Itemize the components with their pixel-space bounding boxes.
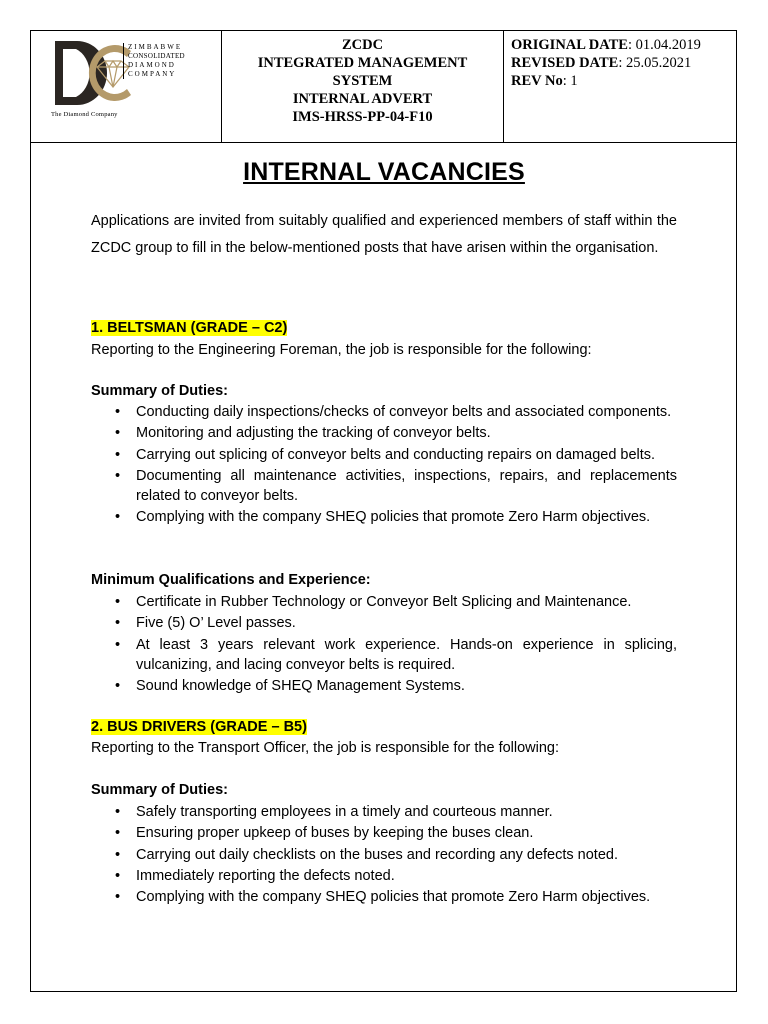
position-2-reporting: Reporting to the Transport Officer, the job is responsible for the following: bbox=[91, 740, 560, 756]
bullet-icon: • bbox=[115, 446, 121, 463]
bullet-icon: • bbox=[115, 867, 121, 884]
header-meta-cell bbox=[504, 31, 737, 142]
list-item-text: Safely transporting employees in a timely and courteous manner. bbox=[136, 804, 553, 820]
document-header bbox=[31, 31, 736, 142]
header-title-cell bbox=[222, 31, 504, 142]
bullet-icon: • bbox=[115, 615, 121, 632]
list-item bbox=[91, 445, 677, 465]
list-item bbox=[91, 887, 677, 907]
bullet-icon: • bbox=[115, 594, 121, 610]
header-title-line: INTERNAL ADVERT bbox=[292, 91, 433, 107]
rev-value: : 1 bbox=[562, 73, 578, 89]
rev-label: REV No bbox=[511, 73, 563, 89]
bullet-icon: • bbox=[115, 825, 121, 842]
list-item bbox=[91, 635, 677, 675]
logo-line-1: ZIMBABWE bbox=[128, 43, 183, 51]
position-2-duties-label: Summary of Duties: bbox=[91, 782, 228, 798]
logo-line-3: DIAMOND bbox=[128, 61, 176, 69]
position-1-quals-label: Minimum Qualifications and Experience: bbox=[91, 572, 371, 588]
position-1-reporting: Reporting to the Engineering Foreman, the job is responsible for the following: bbox=[91, 342, 592, 358]
list-item-text: Certificate in Rubber Technology or Conveyor Belt Splicing and Maintenance. bbox=[136, 594, 632, 610]
list-item-text: Complying with the company SHEQ policies that promote Zero Harm objectives. bbox=[136, 889, 651, 906]
list-item-text: Sound knowledge of SHEQ Management Systems. bbox=[136, 677, 465, 694]
bullet-icon: • bbox=[115, 509, 121, 526]
list-item bbox=[91, 845, 677, 865]
logo-line-4: COMPANY bbox=[128, 70, 177, 78]
page-title: INTERNAL VACANCIES bbox=[243, 158, 525, 186]
position-2-heading bbox=[91, 718, 307, 736]
list-item bbox=[91, 507, 677, 527]
logo-tagline: The Diamond Company bbox=[51, 111, 118, 118]
position-1-heading bbox=[91, 319, 287, 337]
logo-cell bbox=[31, 31, 222, 142]
position-2-duties-list bbox=[91, 802, 677, 908]
position-1-duties-label: Summary of Duties: bbox=[91, 383, 228, 399]
list-item-text: Carrying out daily checklists on the buses and recording any defects noted. bbox=[136, 846, 618, 863]
header-title-line: IMS-HRSS-PP-04-F10 bbox=[292, 109, 433, 125]
position-2-heading-text: 2. BUS DRIVERS (GRADE – B5) bbox=[91, 719, 307, 735]
bullet-icon: • bbox=[115, 677, 121, 694]
list-item bbox=[91, 592, 677, 612]
original-date-label: ORIGINAL DATE bbox=[511, 37, 628, 53]
logo-line-2: CONSOLIDATED bbox=[128, 52, 185, 60]
revised-date-value: : 25.05.2021 bbox=[618, 55, 692, 71]
list-item bbox=[91, 613, 677, 633]
list-item-text: Five (5) O’ Level passes. bbox=[136, 615, 296, 632]
list-item bbox=[91, 402, 677, 422]
list-item bbox=[91, 676, 677, 696]
list-item-text: At least 3 years relevant work experience. Hands-on experience in splicing, vulcanizing, and lacing conveyor belts is required. bbox=[136, 636, 677, 673]
list-item bbox=[91, 423, 677, 443]
position-1-duties-list bbox=[91, 402, 677, 528]
bullet-icon: • bbox=[115, 636, 121, 653]
original-date-value: : 01.04.2019 bbox=[627, 37, 701, 53]
position-1-quals-list bbox=[91, 592, 677, 697]
header-divider bbox=[31, 142, 736, 143]
list-item bbox=[91, 866, 677, 886]
header-title-line: INTEGRATED MANAGEMENT bbox=[257, 55, 468, 71]
revision-number bbox=[511, 72, 736, 90]
list-item-text: Carrying out splicing of conveyor belts and conducting repairs on damaged belts. bbox=[136, 446, 656, 463]
logo-company-name bbox=[123, 43, 185, 79]
position-1-heading-text: 1. BELTSMAN (GRADE – C2) bbox=[91, 320, 288, 336]
bullet-icon: • bbox=[115, 425, 121, 442]
intro-paragraph: Applications are invited from suitably qualified and experienced members of staff within the ZCDC group to fill in the below-mentioned posts that have arisen within the organisation. bbox=[91, 213, 677, 256]
list-item-text: Immediately reporting the defects noted. bbox=[136, 867, 395, 884]
bullet-icon: • bbox=[115, 846, 121, 863]
bullet-icon: • bbox=[115, 467, 121, 484]
list-item-text: Documenting all maintenance activities, inspections, repairs, and replacements related to conveyor belts. bbox=[136, 467, 677, 504]
list-item bbox=[91, 466, 677, 506]
bullet-icon: • bbox=[115, 404, 121, 420]
bullet-icon: • bbox=[115, 804, 121, 820]
header-title-line: ZCDC bbox=[341, 37, 384, 53]
list-item bbox=[91, 823, 677, 843]
list-item bbox=[91, 802, 677, 822]
revised-date-label: REVISED DATE bbox=[511, 55, 619, 71]
header-title-line: SYSTEM bbox=[332, 73, 393, 89]
list-item-text: Monitoring and adjusting the tracking of conveyor belts. bbox=[136, 425, 491, 442]
bullet-icon: • bbox=[115, 889, 121, 906]
original-date bbox=[511, 36, 736, 54]
list-item-text: Ensuring proper upkeep of buses by keeping the buses clean. bbox=[136, 825, 534, 842]
list-item-text: Conducting daily inspections/checks of conveyor belts and associated components. bbox=[136, 404, 672, 420]
list-item-text: Complying with the company SHEQ policies that promote Zero Harm objectives. bbox=[136, 509, 651, 526]
revised-date bbox=[511, 54, 736, 72]
